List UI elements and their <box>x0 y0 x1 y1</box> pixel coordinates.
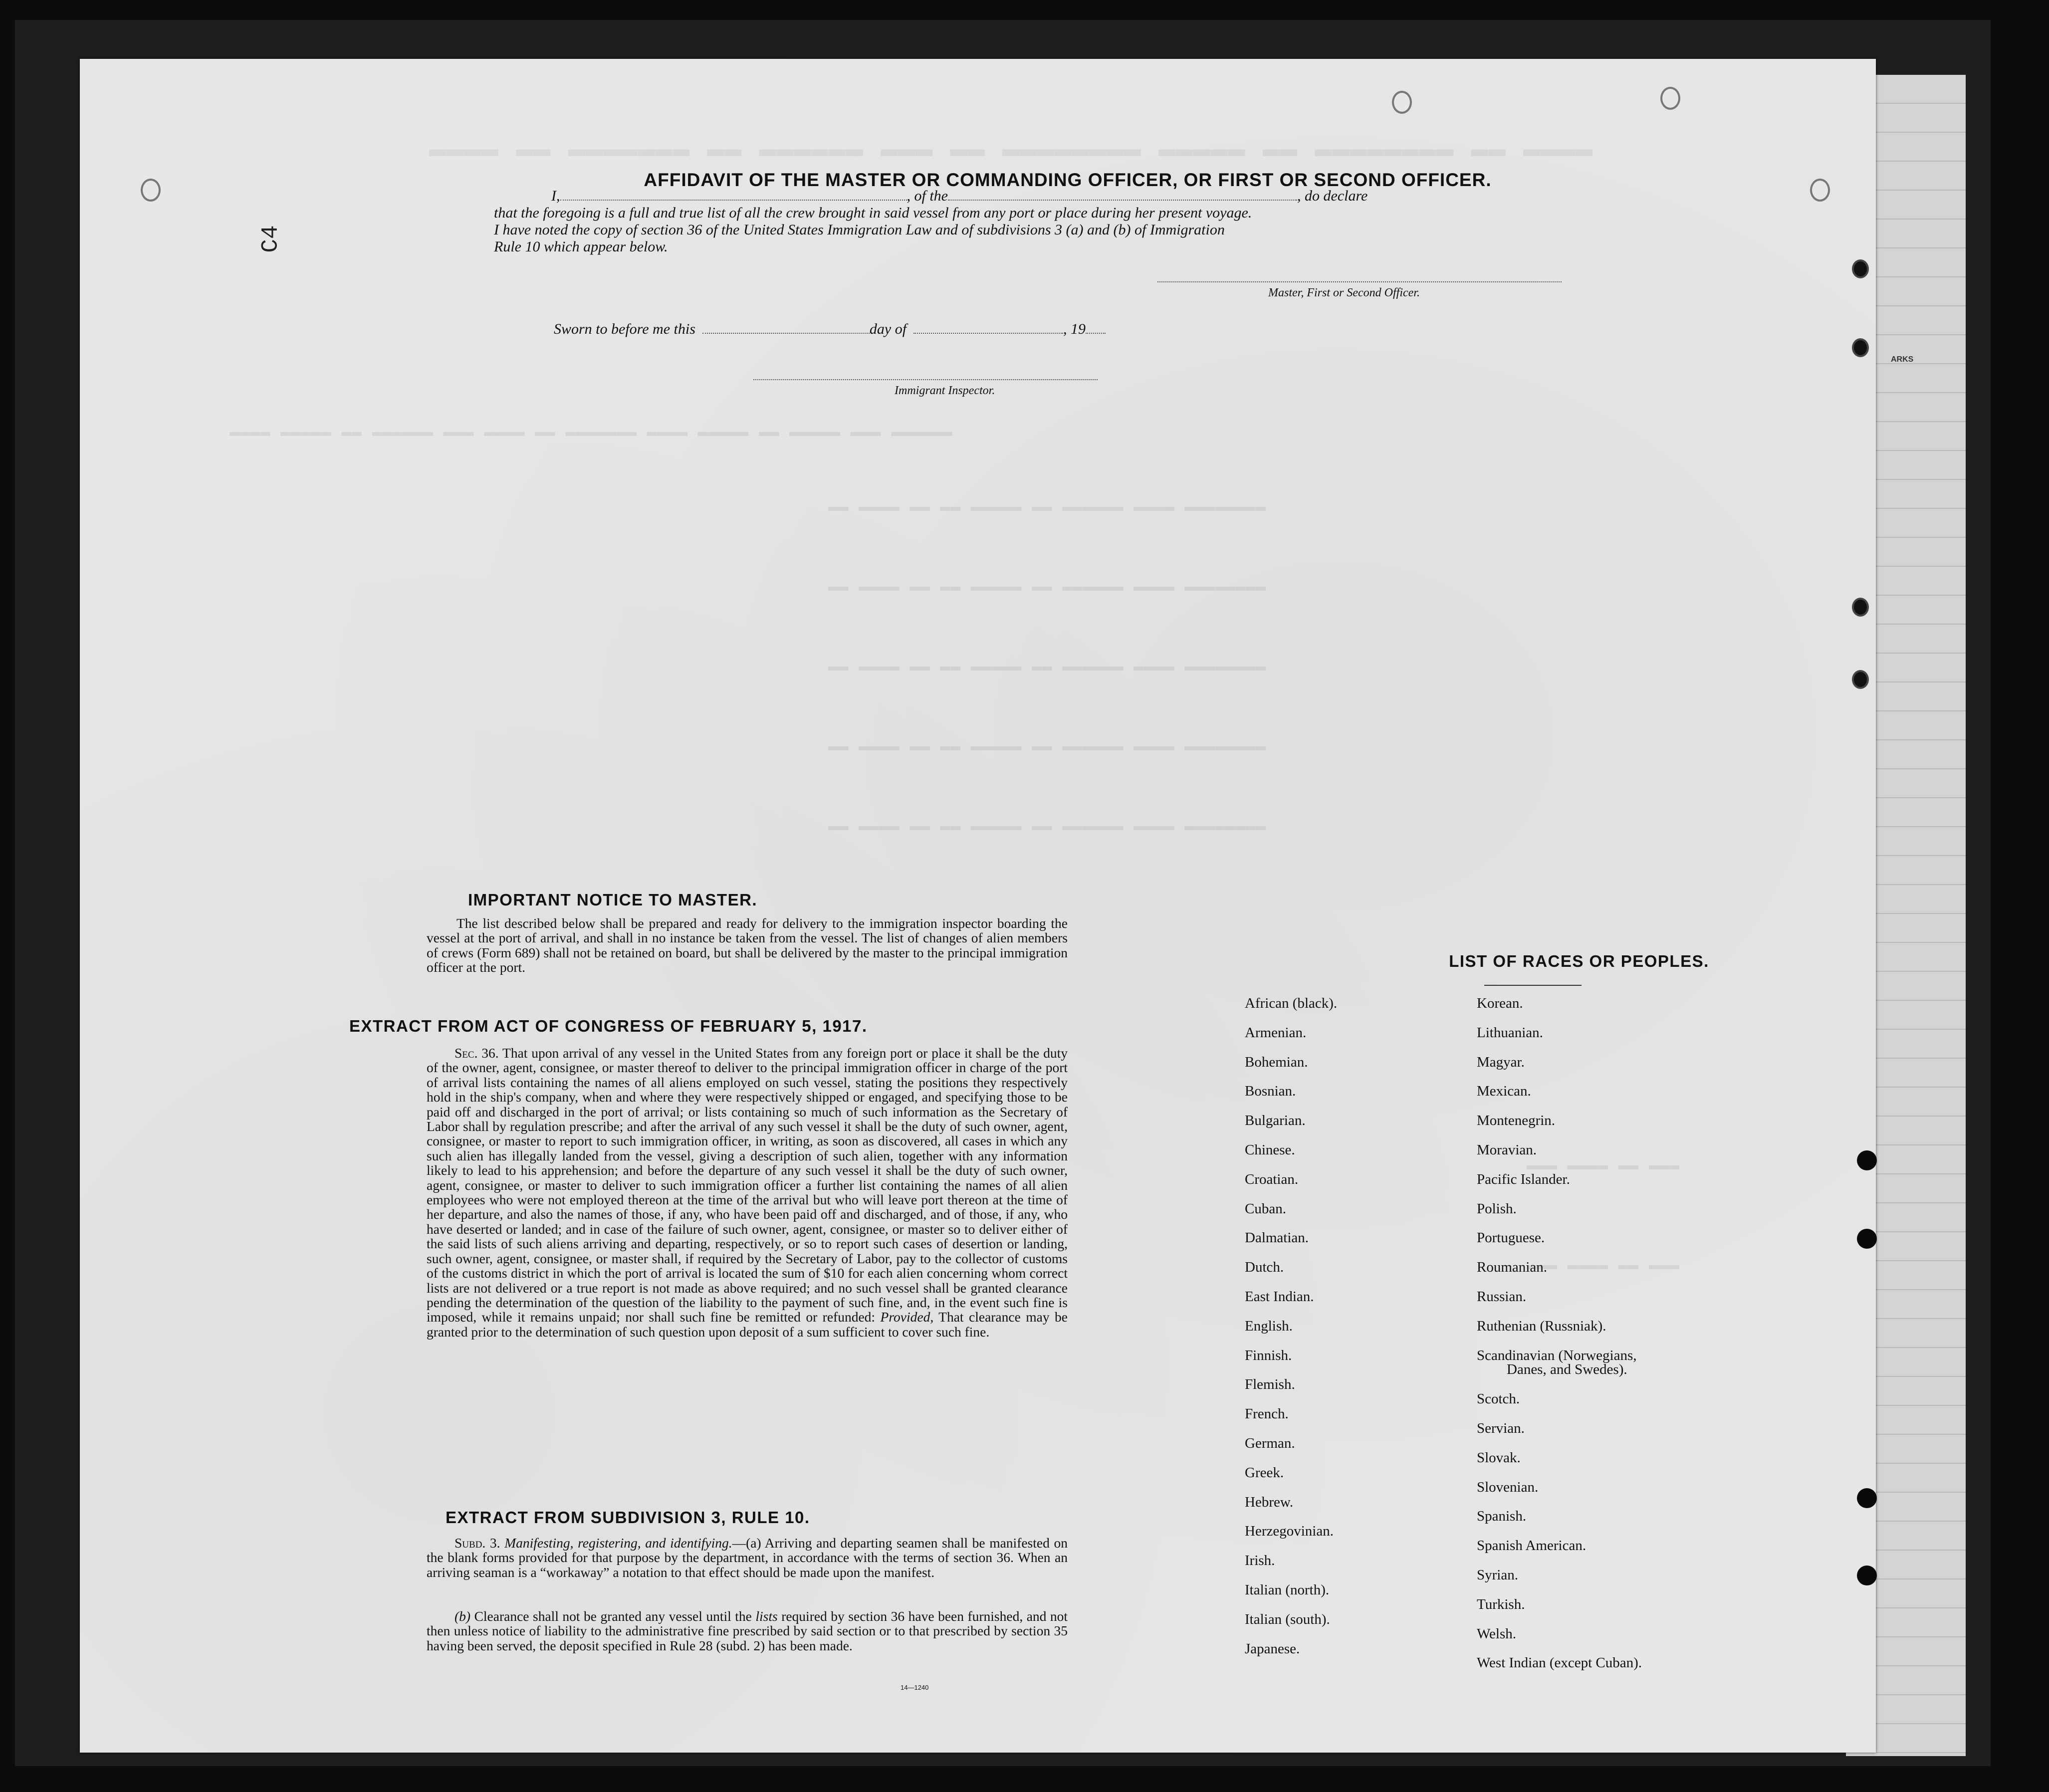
binding-hole <box>141 179 161 202</box>
punch-hole <box>1857 1150 1877 1170</box>
bleed-through: ▬▬▬▬ ▬▬▬▬▬ ▬▬ ▬▬▬▬▬▬ ▬▬▬ ▬▬▬▬ ▬▬ ▬▬▬▬▬▬▬ ▬▬▬▬ ▬▬▬▬▬ ▬▬ ▬▬▬▬▬ ▬▬▬ ▬▬▬▬▬▬ <box>229 423 952 442</box>
race-item: Spanish American. <box>1477 1538 1587 1554</box>
affidavit-line-2: that the foregoing is a full and true list of all the crew brought in said vessel from any port or place during her present voyage. <box>494 205 1252 221</box>
sworn-text: Sworn to before me this <box>554 321 695 337</box>
affidavit-of-the: , of the <box>907 188 948 204</box>
section-body: That upon arrival of any vessel in the United States from any foreign port or place it shall be the duty of the owner, agent, consignee, or master thereof to deliver to the principal immigration officer in charge of the port of arrival lists containing the names of all aliens employed on such vessel, stating the positions they respectively hold in the ship's company, when and where they were respectively shipped or engaged, and specifying those to be paid off and discharged in the port of arrival; or lists containing so much of such information as the Secretary of Labor shall by regulation prescribe; and after the arrival of any such vessel it shall be the duty of such owner, agent, consignee, or master to report to such immigration officer, in writing, as soon as discovered, all cases in which any such alien has illegally landed from the vessel, giving a description of such alien, together with any information likely to lead to his apprehension; and before the departure of any such vessel it shall be the duty of such owner, agent, consignee, or master to deliver to such immigration officer a further list containing the names of all alien employees who were not employed thereon at the time of the arrival but who will leave port thereon at the time of her departure, and also the names of those, if any, who have been paid off and discharged, and of those, if any, who have deserted or landed; and in case of the failure of such owner, agent, consignee, or master so to deliver either of the said lists of such aliens arriving and departing, respectively, or so to report such cases of desertion or landing, such owner, agent, consignee, or master shall, if required by the Secretary of Labor, pay to the collector of customs of the customs district in which the port of arrival is located the sum of $10 for each alien concerning whom correct lists are not delivered or a true report is not made as above required; and no such vessel shall be granted clearance pending the determination of the question of the liability to the payment of such fine, and, in the event such fine is imposed, while it remains unpaid; nor shall such fine be remitted or refunded: <box>427 1045 1068 1325</box>
races-right-column <box>1477 995 1642 1684</box>
extract-rule-title: EXTRACT FROM SUBDIVISION 3, RULE 10. <box>446 1508 810 1527</box>
race-item: Italian (south). <box>1245 1611 1330 1627</box>
race-item: Magyar. <box>1477 1054 1525 1070</box>
race-item: Cuban. <box>1245 1200 1286 1217</box>
race-item: Russian. <box>1477 1288 1527 1305</box>
race-item: English. <box>1245 1318 1293 1334</box>
form-number: 14—1240 <box>901 1684 929 1691</box>
race-item: Flemish. <box>1245 1376 1295 1393</box>
subd-a-label: (a) <box>746 1535 761 1551</box>
bleed-through: ▬▬▬ ▬▬▬▬ ▬▬ ▬▬▬ <box>1527 1156 1680 1175</box>
extract-act-body <box>427 1046 1068 1339</box>
document-page <box>80 59 1876 1753</box>
binding-hole <box>1852 670 1869 689</box>
inspector-signature-line[interactable] <box>753 379 1098 380</box>
races-title: LIST OF RACES OR PEOPLES. <box>1449 952 1709 970</box>
race-item: Scandinavian (Norwegians, <box>1477 1347 1637 1363</box>
subd-b-label: (b) <box>455 1608 471 1624</box>
race-item: Croatian. <box>1245 1171 1299 1187</box>
affidavit-title: AFFIDAVIT OF THE MASTER OR COMMANDING OFFICER, OR FIRST OR SECOND OFFICER. <box>644 170 1492 190</box>
year-prefix: , 19 <box>1063 321 1086 337</box>
subd-b-paragraph <box>427 1609 1068 1653</box>
notice-title: IMPORTANT NOTICE TO MASTER. <box>468 891 758 909</box>
race-item: Syrian. <box>1477 1567 1518 1583</box>
races-left-column <box>1245 995 1337 1669</box>
bleed-through: ▬▬▬ ▬▬▬▬ ▬▬ ▬▬▬ <box>1527 1256 1680 1275</box>
binding-hole <box>1392 91 1412 114</box>
master-signature-line[interactable] <box>1157 281 1562 282</box>
races-title-rule <box>1484 985 1582 986</box>
race-item: German. <box>1245 1435 1295 1451</box>
subd-b-lists: lists <box>755 1608 778 1624</box>
sworn-day-blank[interactable] <box>702 333 870 334</box>
affidavit-declare: , do declare <box>1297 188 1368 204</box>
race-item: Bohemian. <box>1245 1054 1308 1070</box>
affidavit-line-1 <box>551 188 1367 205</box>
binding-hole <box>1810 179 1830 202</box>
inspector-caption: Immigrant Inspector. <box>895 384 995 397</box>
subd-label: Subd. 3. <box>455 1535 500 1551</box>
race-item: French. <box>1245 1406 1289 1422</box>
bleed-through: ▬▬ ▬▬▬▬ ▬▬ ▬▬ ▬▬▬▬▬ ▬▬ ▬▬▬▬▬▬ ▬▬▬▬ ▬▬▬▬▬▬▬▬ <box>828 498 1266 517</box>
master-caption: Master, First or Second Officer. <box>1268 286 1420 299</box>
notice-body: The list described below shall be prepared and ready for delivery to the immigration inspector boarding the vessel at the port of arrival, and shall in no instance be taken from the vessel. The list of changes of alien members of crews (Form 689) shall not be retained on board, but shall be delivered by the master to the principal immigration officer at the port. <box>427 915 1068 975</box>
underlying-sheet-label: ARKS <box>1891 355 1914 364</box>
affidavit-i: I, <box>551 188 560 204</box>
sworn-line <box>554 321 1106 338</box>
affidavit-line-3: I have noted the copy of section 36 of the United States Immigration Law and of subdivisions 3 (a) and (b) of Immigration <box>494 222 1225 238</box>
section-label: Sec. 36. <box>455 1045 499 1061</box>
vessel-name-blank[interactable] <box>948 200 1297 201</box>
margin-mark: C4 <box>257 225 284 253</box>
race-item: Mexican. <box>1477 1083 1531 1100</box>
race-item: East Indian. <box>1245 1288 1314 1305</box>
punch-hole <box>1857 1229 1877 1249</box>
race-item: Welsh. <box>1477 1625 1517 1642</box>
subd-a-body: Arriving and departing seamen shall be manifested on the blank forms provided for that purpose by the department, in accordance with the terms of section 36. When an arriving seaman is a “workaway” a notation to that effect should be made upon the manifest. <box>427 1535 1068 1580</box>
race-item: Japanese. <box>1245 1640 1300 1657</box>
sworn-year-blank[interactable] <box>1086 333 1106 334</box>
binding-hole <box>1852 259 1869 278</box>
bleed-through: ▬▬ ▬▬▬▬ ▬▬ ▬▬ ▬▬▬▬▬ ▬▬ ▬▬▬▬▬▬ ▬▬▬▬ ▬▬▬▬▬▬▬▬ <box>828 578 1266 597</box>
race-item: Montenegrin. <box>1477 1113 1556 1129</box>
race-item: Armenian. <box>1245 1024 1307 1041</box>
race-item: Irish. <box>1245 1553 1275 1569</box>
race-item: Dutch. <box>1245 1259 1284 1276</box>
provided-word: Provided, <box>880 1309 934 1325</box>
binding-hole <box>1852 338 1869 357</box>
subd-title: Manifesting, registering, and identifying. <box>504 1535 732 1551</box>
subd-b-body-1: Clearance shall not be granted any vessel until the <box>474 1608 752 1624</box>
section-body-end: That clearance may be granted prior to the determination of such question upon deposit of a sum sufficient to cover such fine. <box>427 1309 1068 1340</box>
master-name-blank[interactable] <box>560 200 907 201</box>
race-item: Greek. <box>1245 1464 1284 1481</box>
day-of-text: day of <box>869 321 907 337</box>
race-item: Herzegovinian. <box>1245 1523 1334 1540</box>
race-item: Portuguese. <box>1477 1230 1545 1246</box>
affidavit-line-4: Rule 10 which appear below. <box>494 238 668 255</box>
race-item: Scotch. <box>1477 1391 1520 1407</box>
race-item: Lithuanian. <box>1477 1024 1543 1041</box>
race-item: Danes, and Swedes). <box>1507 1361 1627 1378</box>
race-item: Polish. <box>1477 1200 1517 1217</box>
race-item: Bulgarian. <box>1245 1113 1306 1129</box>
binding-hole <box>1660 87 1680 110</box>
race-item: Slovenian. <box>1477 1479 1539 1495</box>
bleed-through: ▬▬▬▬ ▬▬ ▬▬▬▬▬▬▬▬ ▬▬ ▬▬▬▬▬ ▬▬▬▬▬▬▬▬ ▬▬ ▬▬▬ ▬▬▬▬▬▬ ▬▬ ▬▬▬▬▬▬▬ ▬▬ ▬▬▬▬ <box>429 134 1593 166</box>
bleed-through: ▬▬ ▬▬▬▬ ▬▬ ▬▬ ▬▬▬▬▬ ▬▬ ▬▬▬▬▬▬ ▬▬▬▬ ▬▬▬▬▬▬▬▬ <box>828 658 1266 676</box>
race-item: Bosnian. <box>1245 1083 1296 1100</box>
race-item: West Indian (except Cuban). <box>1477 1655 1642 1671</box>
race-item: Italian (north). <box>1245 1581 1330 1598</box>
extract-act-title: EXTRACT FROM ACT OF CONGRESS OF FEBRUARY 5, 1917. <box>349 1017 868 1035</box>
punch-hole <box>1857 1488 1877 1508</box>
race-item: Turkish. <box>1477 1596 1525 1612</box>
race-item: Moravian. <box>1477 1141 1537 1158</box>
race-item: Slovak. <box>1477 1449 1521 1466</box>
punch-hole <box>1857 1566 1877 1585</box>
bleed-through: ▬▬ ▬▬▬▬ ▬▬ ▬▬ ▬▬▬▬▬ ▬▬ ▬▬▬▬▬▬ ▬▬▬▬ ▬▬▬▬▬▬▬▬ <box>828 817 1266 836</box>
race-item: Pacific Islander. <box>1477 1171 1570 1187</box>
subd-b-body-2: required by section 36 have been furnished, and not then unless notice of liability to the administrative fine prescribed by said section or to that prescribed by section 35 having been served, the deposit specified in Rule 28 (subd. 2) has been made. <box>427 1608 1068 1653</box>
race-item: Roumanian. <box>1477 1259 1547 1276</box>
binding-hole <box>1852 598 1869 617</box>
subd-a-paragraph: Subd. 3. Manifesting, registering, and identifying.—(a) Arriving and departing seamen shall be manifested on the blank forms provided for that purpose by the department, in accordance with the terms of section 36. When an arriving seaman is a “workaway” a notation to that effect should be made upon the manifest. <box>427 1535 1068 1580</box>
bleed-through: ▬▬ ▬▬▬▬ ▬▬ ▬▬ ▬▬▬▬▬ ▬▬ ▬▬▬▬▬▬ ▬▬▬▬ ▬▬▬▬▬▬▬▬ <box>828 737 1266 756</box>
race-item: Finnish. <box>1245 1347 1292 1363</box>
race-item: Dalmatian. <box>1245 1230 1309 1246</box>
race-item: Korean. <box>1477 995 1523 1011</box>
race-item: Hebrew. <box>1245 1494 1294 1510</box>
race-item: Spanish. <box>1477 1508 1527 1525</box>
race-item: Ruthenian (Russniak). <box>1477 1318 1606 1334</box>
race-item: African (black). <box>1245 995 1338 1011</box>
sworn-month-blank[interactable] <box>913 333 1063 334</box>
race-item: Chinese. <box>1245 1141 1295 1158</box>
race-item: Servian. <box>1477 1420 1525 1436</box>
